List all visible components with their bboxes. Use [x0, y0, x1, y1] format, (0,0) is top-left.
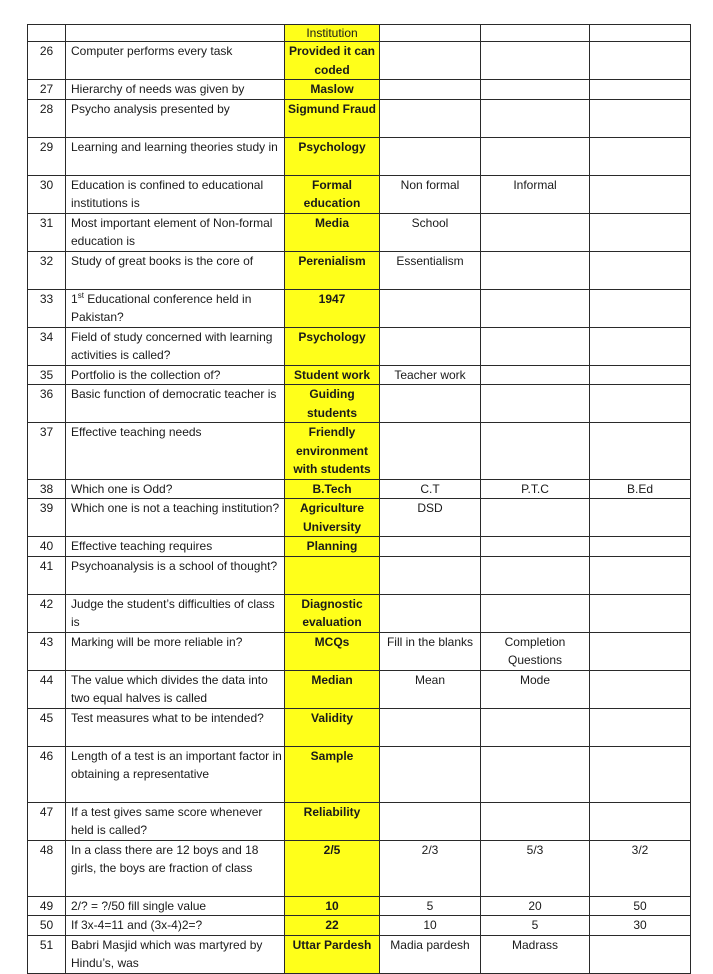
answer-cell: B.Tech	[285, 479, 380, 499]
option-cell: Madia pardesh	[380, 935, 481, 973]
question-cell: Judge the student’s difficulties of class is	[66, 594, 285, 632]
table-row	[28, 251, 691, 289]
question-cell: In a class there are 12 boys and 18 girls, the boys are fraction of class	[66, 840, 285, 896]
option-cell	[590, 632, 691, 670]
option-cell	[380, 423, 481, 480]
answer-cell: Friendly environment with students	[285, 423, 380, 480]
option-cell	[590, 137, 691, 175]
answer-cell: 22	[285, 916, 380, 936]
option-cell	[590, 708, 691, 746]
answer-cell: Maslow	[285, 80, 380, 100]
option-cell	[481, 289, 590, 327]
question-number-cell: 45	[28, 708, 66, 746]
option-cell	[380, 594, 481, 632]
option-cell	[380, 80, 481, 100]
option-cell: Essentialism	[380, 251, 481, 289]
table-row	[28, 594, 691, 632]
table-row	[28, 175, 691, 213]
option-cell: 30	[590, 916, 691, 936]
option-cell	[590, 423, 691, 480]
question-number-cell: 37	[28, 423, 66, 480]
option-cell	[481, 385, 590, 423]
answer-cell: Formal education	[285, 175, 380, 213]
option-cell	[481, 537, 590, 557]
option-cell	[380, 25, 481, 42]
answer-cell: Student work	[285, 365, 380, 385]
option-cell: Fill in the blanks	[380, 632, 481, 670]
answer-cell: Validity	[285, 708, 380, 746]
option-cell	[590, 80, 691, 100]
answer-cell: Institution	[285, 25, 380, 42]
question-number-cell: 43	[28, 632, 66, 670]
question-text: Educational conference held in Pakistan?	[71, 291, 252, 324]
option-cell	[590, 594, 691, 632]
table-row	[28, 137, 691, 175]
option-cell: B.Ed	[590, 479, 691, 499]
question-number-cell: 46	[28, 746, 66, 802]
option-cell: Completion Questions	[481, 632, 590, 670]
question-number-cell: 32	[28, 251, 66, 289]
question-prefix: 1	[71, 291, 78, 306]
answer-cell: Planning	[285, 537, 380, 557]
question-cell: Test measures what to be intended?	[66, 708, 285, 746]
table-row	[28, 327, 691, 365]
question-number-cell: 27	[28, 80, 66, 100]
table-row	[28, 213, 691, 251]
option-cell: 5/3	[481, 840, 590, 896]
option-cell	[380, 537, 481, 557]
option-cell	[590, 99, 691, 137]
question-number-cell: 51	[28, 935, 66, 973]
option-cell	[590, 385, 691, 423]
option-cell: C.T	[380, 479, 481, 499]
question-number-cell: 48	[28, 840, 66, 896]
option-cell	[481, 499, 590, 537]
question-superscript: st	[77, 290, 84, 300]
option-cell: Mode	[481, 670, 590, 708]
answer-cell: Diagnostic evaluation	[285, 594, 380, 632]
table-row	[28, 632, 691, 670]
answer-cell: 10	[285, 896, 380, 916]
option-cell: 20	[481, 896, 590, 916]
option-cell	[380, 746, 481, 802]
question-number-cell: 42	[28, 594, 66, 632]
option-cell: Informal	[481, 175, 590, 213]
option-cell	[590, 802, 691, 840]
answer-cell: MCQs	[285, 632, 380, 670]
table-row	[28, 479, 691, 499]
table-row	[28, 746, 691, 802]
question-number-cell: 29	[28, 137, 66, 175]
option-cell	[590, 289, 691, 327]
answer-cell: Psychology	[285, 137, 380, 175]
table-row	[28, 289, 691, 327]
option-cell	[481, 251, 590, 289]
option-cell	[590, 365, 691, 385]
table-row	[28, 556, 691, 594]
question-cell: Which one is not a teaching institution?	[66, 499, 285, 537]
option-cell: 3/2	[590, 840, 691, 896]
question-cell: If a test gives same score whenever held is called?	[66, 802, 285, 840]
question-number-cell: 34	[28, 327, 66, 365]
option-cell: Madrass	[481, 935, 590, 973]
option-cell: School	[380, 213, 481, 251]
question-cell: Psychoanalysis is a school of thought?	[66, 556, 285, 594]
option-cell	[590, 25, 691, 42]
option-cell	[481, 80, 590, 100]
question-number-cell: 36	[28, 385, 66, 423]
question-cell: 2/? = ?/50 fill single value	[66, 896, 285, 916]
answer-cell: Perenialism	[285, 251, 380, 289]
option-cell	[590, 42, 691, 80]
question-cell: Learning and learning theories study in	[66, 137, 285, 175]
answer-cell: 1947	[285, 289, 380, 327]
question-cell: The value which divides the data into two equal halves is called	[66, 670, 285, 708]
option-cell	[380, 556, 481, 594]
table-row	[28, 802, 691, 840]
table-row	[28, 365, 691, 385]
option-cell	[380, 99, 481, 137]
option-cell: 2/3	[380, 840, 481, 896]
question-cell: Computer performs every task	[66, 42, 285, 80]
option-cell	[590, 175, 691, 213]
question-cell: Effective teaching needs	[66, 423, 285, 480]
table-row	[28, 42, 691, 80]
table-row	[28, 385, 691, 423]
option-cell: DSD	[380, 499, 481, 537]
table-row	[28, 935, 691, 973]
answer-cell: Media	[285, 213, 380, 251]
mcq-answer-sheet	[27, 24, 691, 974]
option-cell	[481, 42, 590, 80]
table-row	[28, 670, 691, 708]
option-cell: Mean	[380, 670, 481, 708]
table-row	[28, 80, 691, 100]
question-cell: Hierarchy of needs was given by	[66, 80, 285, 100]
option-cell: Non formal	[380, 175, 481, 213]
option-cell	[481, 708, 590, 746]
question-cell: Length of a test is an important factor in obtaining a representative	[66, 746, 285, 802]
option-cell	[590, 537, 691, 557]
option-cell	[380, 42, 481, 80]
question-cell: Field of study concerned with learning activities is called?	[66, 327, 285, 365]
option-cell	[481, 327, 590, 365]
question-number-cell: 38	[28, 479, 66, 499]
option-cell: Teacher work	[380, 365, 481, 385]
question-number-cell: 40	[28, 537, 66, 557]
table-row	[28, 537, 691, 557]
option-cell	[590, 746, 691, 802]
answer-cell: Median	[285, 670, 380, 708]
table-row	[28, 99, 691, 137]
option-cell	[481, 746, 590, 802]
option-cell	[481, 99, 590, 137]
answer-cell: 2/5	[285, 840, 380, 896]
question-number-cell: 33	[28, 289, 66, 327]
question-number-cell: 39	[28, 499, 66, 537]
table-row	[28, 896, 691, 916]
table-row	[28, 708, 691, 746]
option-cell: 10	[380, 916, 481, 936]
question-cell: Psycho analysis presented by	[66, 99, 285, 137]
option-cell	[481, 423, 590, 480]
question-number-cell: 35	[28, 365, 66, 385]
answer-cell: Uttar Pardesh	[285, 935, 380, 973]
answer-cell	[285, 556, 380, 594]
questions-table	[27, 24, 691, 974]
option-cell	[590, 670, 691, 708]
question-number-cell: 31	[28, 213, 66, 251]
option-cell	[481, 594, 590, 632]
option-cell	[380, 327, 481, 365]
question-cell: Portfolio is the collection of?	[66, 365, 285, 385]
question-cell	[66, 289, 285, 327]
question-cell: Babri Masjid which was martyred by Hindu’s, was	[66, 935, 285, 973]
option-cell: 5	[481, 916, 590, 936]
option-cell	[380, 708, 481, 746]
option-cell	[590, 213, 691, 251]
option-cell	[481, 25, 590, 42]
question-cell: Which one is Odd?	[66, 479, 285, 499]
option-cell	[481, 802, 590, 840]
answer-cell: Psychology	[285, 327, 380, 365]
question-number-cell: 30	[28, 175, 66, 213]
table-row	[28, 840, 691, 896]
option-cell: 5	[380, 896, 481, 916]
question-number-cell	[28, 25, 66, 42]
option-cell	[481, 365, 590, 385]
answer-cell: Sample	[285, 746, 380, 802]
question-cell: Basic function of democratic teacher is	[66, 385, 285, 423]
table-row	[28, 423, 691, 480]
question-cell: Most important element of Non-formal education is	[66, 213, 285, 251]
question-number-cell: 26	[28, 42, 66, 80]
option-cell	[380, 289, 481, 327]
answer-cell: Reliability	[285, 802, 380, 840]
question-cell: Study of great books is the core of	[66, 251, 285, 289]
question-number-cell: 49	[28, 896, 66, 916]
question-number-cell: 44	[28, 670, 66, 708]
option-cell	[590, 556, 691, 594]
option-cell	[590, 327, 691, 365]
option-cell	[380, 137, 481, 175]
question-cell: Education is confined to educational institutions is	[66, 175, 285, 213]
option-cell	[481, 556, 590, 594]
question-cell: Effective teaching requires	[66, 537, 285, 557]
table-row	[28, 25, 691, 42]
question-cell: Marking will be more reliable in?	[66, 632, 285, 670]
option-cell	[481, 137, 590, 175]
option-cell	[481, 213, 590, 251]
question-cell	[66, 25, 285, 42]
option-cell: 50	[590, 896, 691, 916]
question-number-cell: 28	[28, 99, 66, 137]
option-cell	[590, 935, 691, 973]
question-cell: If 3x-4=11 and (3x-4)2=?	[66, 916, 285, 936]
answer-cell: Guiding students	[285, 385, 380, 423]
question-number-cell: 50	[28, 916, 66, 936]
option-cell	[380, 385, 481, 423]
option-cell	[380, 802, 481, 840]
answer-cell: Agriculture University	[285, 499, 380, 537]
table-row	[28, 916, 691, 936]
table-row	[28, 499, 691, 537]
answer-cell: Sigmund Fraud	[285, 99, 380, 137]
question-number-cell: 41	[28, 556, 66, 594]
question-number-cell: 47	[28, 802, 66, 840]
option-cell: P.T.C	[481, 479, 590, 499]
option-cell	[590, 251, 691, 289]
option-cell	[590, 499, 691, 537]
answer-cell: Provided it can coded	[285, 42, 380, 80]
